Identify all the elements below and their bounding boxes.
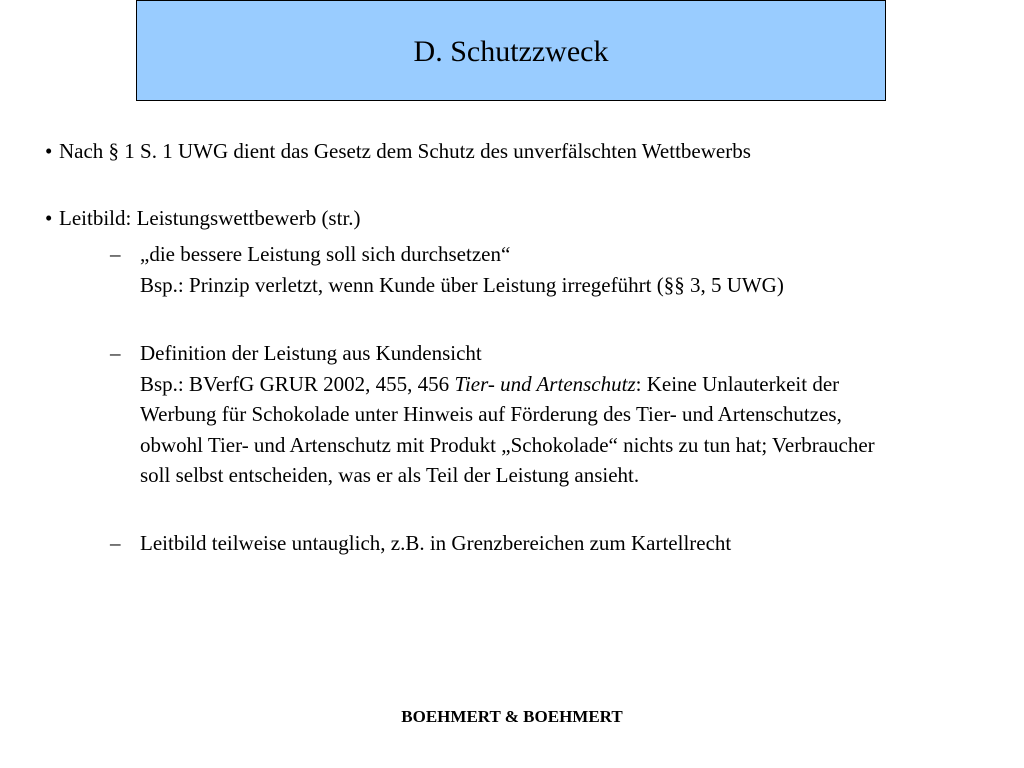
title-box (136, 0, 886, 101)
sub-item-example-rest: : Keine Unlauterkeit der Werbung für Schokolade unter Hinweis auf Förderung des Tier- und Artenschutzes, obwohl Tier- und Artenschutz mit Produkt „Schokolade“ nichts zu tun hat; Verbraucher soll selbst entscheiden, was er als Teil der Leistung ansieht. (140, 371, 875, 487)
sub-item-example: Bsp.: Prinzip verletzt, wenn Kunde über Leistung irregeführt (§§ 3, 5 UWG) (140, 272, 784, 297)
slide-title: D. Schutzzweck (413, 34, 609, 68)
dash-marker: – (110, 341, 121, 365)
bullet-marker: • (45, 139, 53, 163)
sub-item-line: Definition der Leistung aus Kundensicht (140, 341, 482, 365)
sub-item-text (110, 338, 890, 491)
bullet-text: Nach § 1 S. 1 UWG dient das Gesetz dem Schutz des unverfälschten Wettbewerbs (59, 139, 751, 163)
bullet-marker: • (45, 206, 53, 230)
sub-item (110, 338, 890, 491)
sub-item-line: „die bessere Leistung soll sich durchsetzen“ (140, 242, 511, 266)
dash-marker: – (110, 531, 121, 555)
bullet-text: Leitbild: Leistungswettbewerb (str.) (59, 206, 361, 230)
dash-marker: – (110, 242, 121, 266)
sub-item-text (110, 528, 890, 559)
sub-item-text (110, 239, 870, 300)
bullet-item (45, 203, 805, 234)
bullet-item (45, 136, 805, 167)
sub-item (110, 239, 870, 300)
sub-item-example-prefix: Bsp.: BVerfG GRUR 2002, 455, 456 (140, 371, 455, 396)
sub-item (110, 528, 890, 559)
case-name: Tier- und Artenschutz (454, 371, 636, 396)
sub-item-line: Leitbild teilweise untauglich, z.B. in Grenzbereichen zum Kartellrecht (140, 531, 732, 555)
footer-brand: BOEHMERT & BOEHMERT (401, 707, 623, 726)
